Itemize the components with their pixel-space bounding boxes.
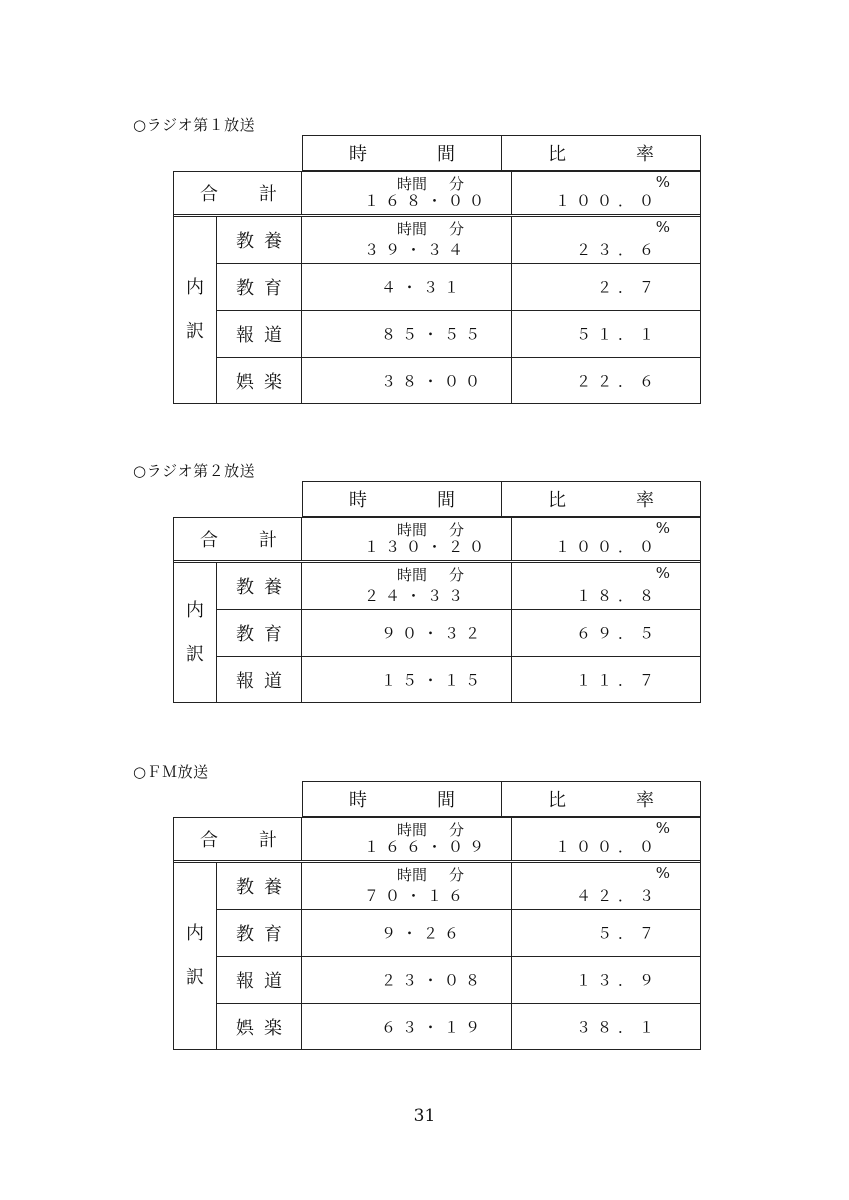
total-row xyxy=(174,818,700,863)
time-cell xyxy=(302,610,512,656)
section-title: ○ラジオ第２放送 xyxy=(133,462,256,480)
category-label: 教 育 xyxy=(217,610,302,656)
table-row xyxy=(217,563,700,609)
total-ratio: １００．０ xyxy=(554,838,660,856)
total-ratio-cell xyxy=(512,172,700,214)
time-cell xyxy=(302,563,512,609)
table-row xyxy=(217,909,700,956)
total-time: １３０・２０ xyxy=(364,538,491,556)
category-label: 報 道 xyxy=(217,957,302,1003)
time-value: ２４・３３ xyxy=(364,587,470,605)
ratio-value: １８．８ xyxy=(575,587,660,605)
table-body xyxy=(173,817,701,1050)
time-cell xyxy=(302,217,512,263)
ratio-value: １３．９ xyxy=(575,971,660,990)
time-value: １５・１５ xyxy=(381,671,487,689)
ratio-value: ２２．６ xyxy=(575,372,660,390)
time-value: ６３・１９ xyxy=(381,1018,487,1036)
time-cell xyxy=(302,657,512,702)
ratio-cell xyxy=(512,957,700,1003)
total-time: １６６・０９ xyxy=(364,838,491,856)
category-label: 教 養 xyxy=(217,563,302,609)
ratio-value: ３８．１ xyxy=(575,1018,660,1036)
category-label: 教 育 xyxy=(217,910,302,956)
time-unit: 時間 分 xyxy=(397,821,465,839)
percent-unit: % xyxy=(655,819,670,837)
ratio-cell xyxy=(512,311,700,357)
table-body xyxy=(173,517,701,703)
time-value: ３９・３４ xyxy=(364,241,470,259)
ratio-cell xyxy=(512,657,700,702)
time-unit: 時間 分 xyxy=(397,566,465,584)
time-unit: 時間 分 xyxy=(397,866,465,884)
time-value: ２３・０８ xyxy=(381,971,487,990)
table-row xyxy=(217,1003,700,1049)
ratio-value: ２３．６ xyxy=(575,241,660,259)
table-header xyxy=(302,781,701,817)
time-value: ７０・１６ xyxy=(364,887,470,905)
section-title: ○ＦＭ放送 xyxy=(133,763,209,781)
total-label: 合 計 xyxy=(174,172,302,214)
total-time: １６８・００ xyxy=(364,192,491,210)
section-title: ○ラジオ第１放送 xyxy=(133,116,256,134)
percent-unit: % xyxy=(655,564,670,582)
ratio-value: ６９．５ xyxy=(575,624,660,643)
table-row xyxy=(217,609,700,656)
page-number: 31 xyxy=(413,1106,436,1126)
time-cell xyxy=(302,358,512,403)
time-cell xyxy=(302,1004,512,1049)
header-time: 時 間 xyxy=(349,790,455,811)
time-cell xyxy=(302,264,512,310)
total-ratio: １００．０ xyxy=(554,192,660,210)
total-time-cell xyxy=(302,172,512,214)
breakdown xyxy=(174,217,700,403)
table-row xyxy=(217,956,700,1003)
time-cell xyxy=(302,311,512,357)
table-header xyxy=(302,135,701,171)
table-row xyxy=(217,656,700,702)
total-ratio-cell xyxy=(512,518,700,560)
total-time-cell xyxy=(302,518,512,560)
total-label: 合 計 xyxy=(174,818,302,860)
ratio-cell xyxy=(512,863,700,909)
breakdown-label: 内 訳 xyxy=(174,563,217,702)
time-cell xyxy=(302,957,512,1003)
header-ratio: 比 率 xyxy=(501,136,700,170)
ratio-value: ２．７ xyxy=(596,278,660,297)
table-row xyxy=(217,357,700,403)
percent-unit: % xyxy=(655,519,670,537)
category-label: 報 道 xyxy=(217,311,302,357)
header-time: 時 間 xyxy=(349,490,455,511)
time-cell xyxy=(302,910,512,956)
header-ratio: 比 率 xyxy=(501,482,700,516)
time-unit: 時間 分 xyxy=(397,521,465,539)
time-value: ９・２６ xyxy=(381,924,466,943)
table-row xyxy=(217,217,700,263)
ratio-cell xyxy=(512,264,700,310)
ratio-value: １１．７ xyxy=(575,671,660,689)
ratio-cell xyxy=(512,358,700,403)
total-row xyxy=(174,172,700,217)
time-unit: 時間 分 xyxy=(397,220,465,238)
ratio-value: ４２．３ xyxy=(575,887,660,905)
ratio-cell xyxy=(512,563,700,609)
total-row xyxy=(174,518,700,563)
category-label: 教 育 xyxy=(217,264,302,310)
header-ratio: 比 率 xyxy=(501,782,700,816)
time-value: ３８・００ xyxy=(381,372,487,390)
percent-unit: % xyxy=(655,864,670,882)
table-body xyxy=(173,171,701,404)
total-ratio: １００．０ xyxy=(554,538,660,556)
total-time-cell xyxy=(302,818,512,860)
time-value: ８５・５５ xyxy=(381,325,487,344)
ratio-cell xyxy=(512,610,700,656)
breakdown xyxy=(174,563,700,702)
table-row xyxy=(217,863,700,909)
ratio-value: ５．７ xyxy=(596,924,660,943)
total-ratio-cell xyxy=(512,818,700,860)
category-label: 教 養 xyxy=(217,217,302,263)
total-label: 合 計 xyxy=(174,518,302,560)
category-label: 教 養 xyxy=(217,863,302,909)
table-row xyxy=(217,310,700,357)
percent-unit: % xyxy=(655,218,670,236)
category-label: 娯 楽 xyxy=(217,1004,302,1049)
ratio-cell xyxy=(512,1004,700,1049)
breakdown xyxy=(174,863,700,1049)
category-label: 報 道 xyxy=(217,657,302,702)
breakdown-label: 内 訳 xyxy=(174,863,217,1049)
ratio-value: ５１．１ xyxy=(575,325,660,344)
time-value: ４・３１ xyxy=(381,278,466,297)
category-label: 娯 楽 xyxy=(217,358,302,403)
time-cell xyxy=(302,863,512,909)
time-value: ９０・３２ xyxy=(381,624,487,643)
header-time: 時 間 xyxy=(349,144,455,165)
ratio-cell xyxy=(512,217,700,263)
table-header xyxy=(302,481,701,517)
table-row xyxy=(217,263,700,310)
time-unit: 時間 分 xyxy=(397,175,465,193)
percent-unit: % xyxy=(655,173,670,191)
ratio-cell xyxy=(512,910,700,956)
breakdown-label: 内 訳 xyxy=(174,217,217,403)
